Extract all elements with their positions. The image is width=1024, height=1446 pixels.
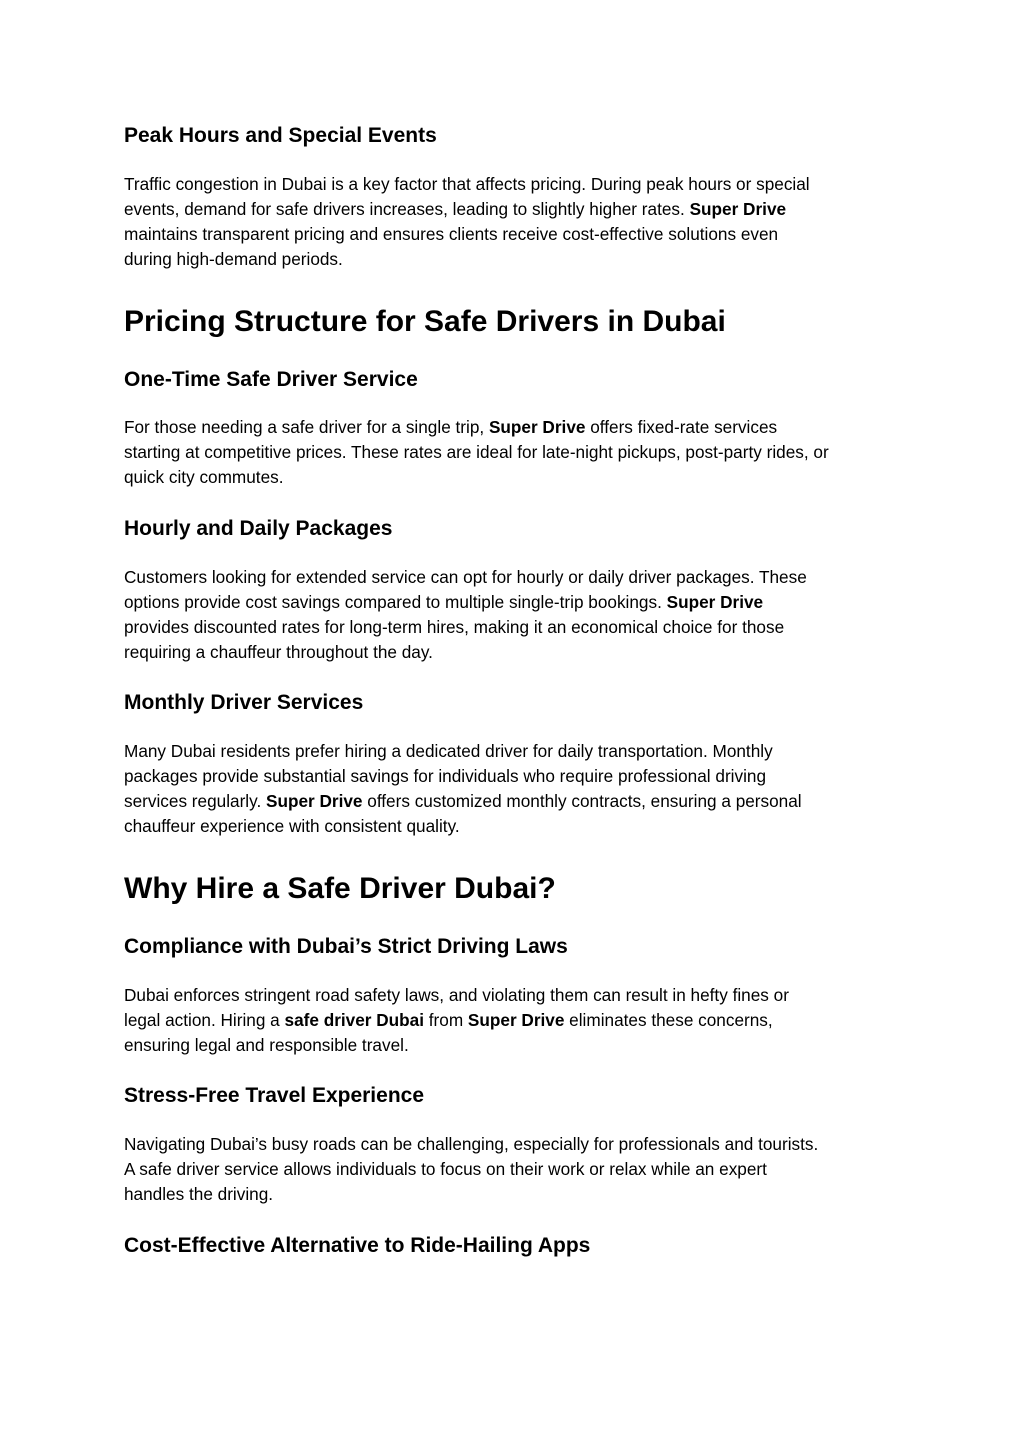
text-line: during high-demand periods. xyxy=(124,249,343,269)
text-segment: For those needing a safe driver for a single trip, xyxy=(124,417,489,437)
text-line: ensuring legal and responsible travel. xyxy=(124,1035,409,1055)
keyword-bold: safe driver Dubai xyxy=(284,1010,424,1030)
paragraph-peak-hours xyxy=(124,172,914,272)
text-line xyxy=(124,590,914,615)
text-line: handles the driving. xyxy=(124,1184,274,1204)
text-segment: from xyxy=(423,1010,468,1030)
text-segment: offers customized monthly contracts, ensuring a personal xyxy=(362,791,802,811)
heading-hourly-daily: Hourly and Daily Packages xyxy=(124,517,393,540)
text-line: Customers looking for extended service can opt for hourly or daily driver packages. These xyxy=(124,567,807,587)
text-line xyxy=(124,789,914,814)
text-line: starting at competitive prices. These rates are ideal for late-night pickups, post-party rides, or xyxy=(124,442,829,462)
brand-name-bold: Super Drive xyxy=(689,199,787,219)
text-segment: eliminates these concerns, xyxy=(564,1010,773,1030)
brand-name-bold: Super Drive xyxy=(266,791,363,811)
text-line: Dubai enforces stringent road safety laws, and violating them can result in hefty fines or xyxy=(124,985,789,1005)
text-segment: legal action. Hiring a xyxy=(124,1010,285,1030)
text-line: packages provide substantial savings for individuals who require professional driving xyxy=(124,766,767,786)
brand-name-bold: Super Drive xyxy=(666,592,764,612)
text-line xyxy=(124,1008,914,1033)
text-line xyxy=(124,415,914,440)
heading-stress-free: Stress-Free Travel Experience xyxy=(124,1084,425,1107)
text-line: chauffeur experience with consistent quality. xyxy=(124,816,460,836)
paragraph-stress-free xyxy=(124,1132,914,1207)
text-line: Navigating Dubai’s busy roads can be challenging, especially for professionals and tourists. xyxy=(124,1134,819,1154)
heading-why-hire: Why Hire a Safe Driver Dubai? xyxy=(124,872,556,905)
heading-pricing-structure: Pricing Structure for Safe Drivers in Dubai xyxy=(124,305,726,338)
text-line: maintains transparent pricing and ensures clients receive cost-effective solutions even xyxy=(124,224,779,244)
text-segment: services regularly. xyxy=(124,791,266,811)
text-line: A safe driver service allows individuals to focus on their work or relax while an expert xyxy=(124,1159,767,1179)
text-line: provides discounted rates for long-term hires, making it an economical choice for those xyxy=(124,617,785,637)
text-line: quick city commutes. xyxy=(124,467,284,487)
text-segment: options provide cost savings compared to multiple single-trip bookings. xyxy=(124,592,667,612)
paragraph-compliance xyxy=(124,983,914,1058)
heading-peak-hours: Peak Hours and Special Events xyxy=(124,124,437,147)
paragraph-monthly-services xyxy=(124,739,914,839)
brand-name-bold: Super Drive xyxy=(488,417,586,437)
heading-one-time-service: One-Time Safe Driver Service xyxy=(124,368,418,391)
text-segment: offers fixed-rate services xyxy=(585,417,778,437)
text-segment: events, demand for safe drivers increases, leading to slightly higher rates. xyxy=(124,199,690,219)
heading-cost-effective: Cost-Effective Alternative to Ride-Hailing Apps xyxy=(124,1234,591,1257)
brand-name-bold: Super Drive xyxy=(467,1010,565,1030)
text-line xyxy=(124,197,914,222)
heading-compliance: Compliance with Dubai’s Strict Driving Laws xyxy=(124,935,568,958)
text-line: requiring a chauffeur throughout the day. xyxy=(124,642,433,662)
text-line: Many Dubai residents prefer hiring a dedicated driver for daily transportation. Monthly xyxy=(124,741,773,761)
paragraph-one-time-service xyxy=(124,415,914,490)
paragraph-hourly-daily xyxy=(124,565,914,665)
heading-monthly-services: Monthly Driver Services xyxy=(124,691,364,714)
text-line: Traffic congestion in Dubai is a key factor that affects pricing. During peak hours or special xyxy=(124,174,810,194)
